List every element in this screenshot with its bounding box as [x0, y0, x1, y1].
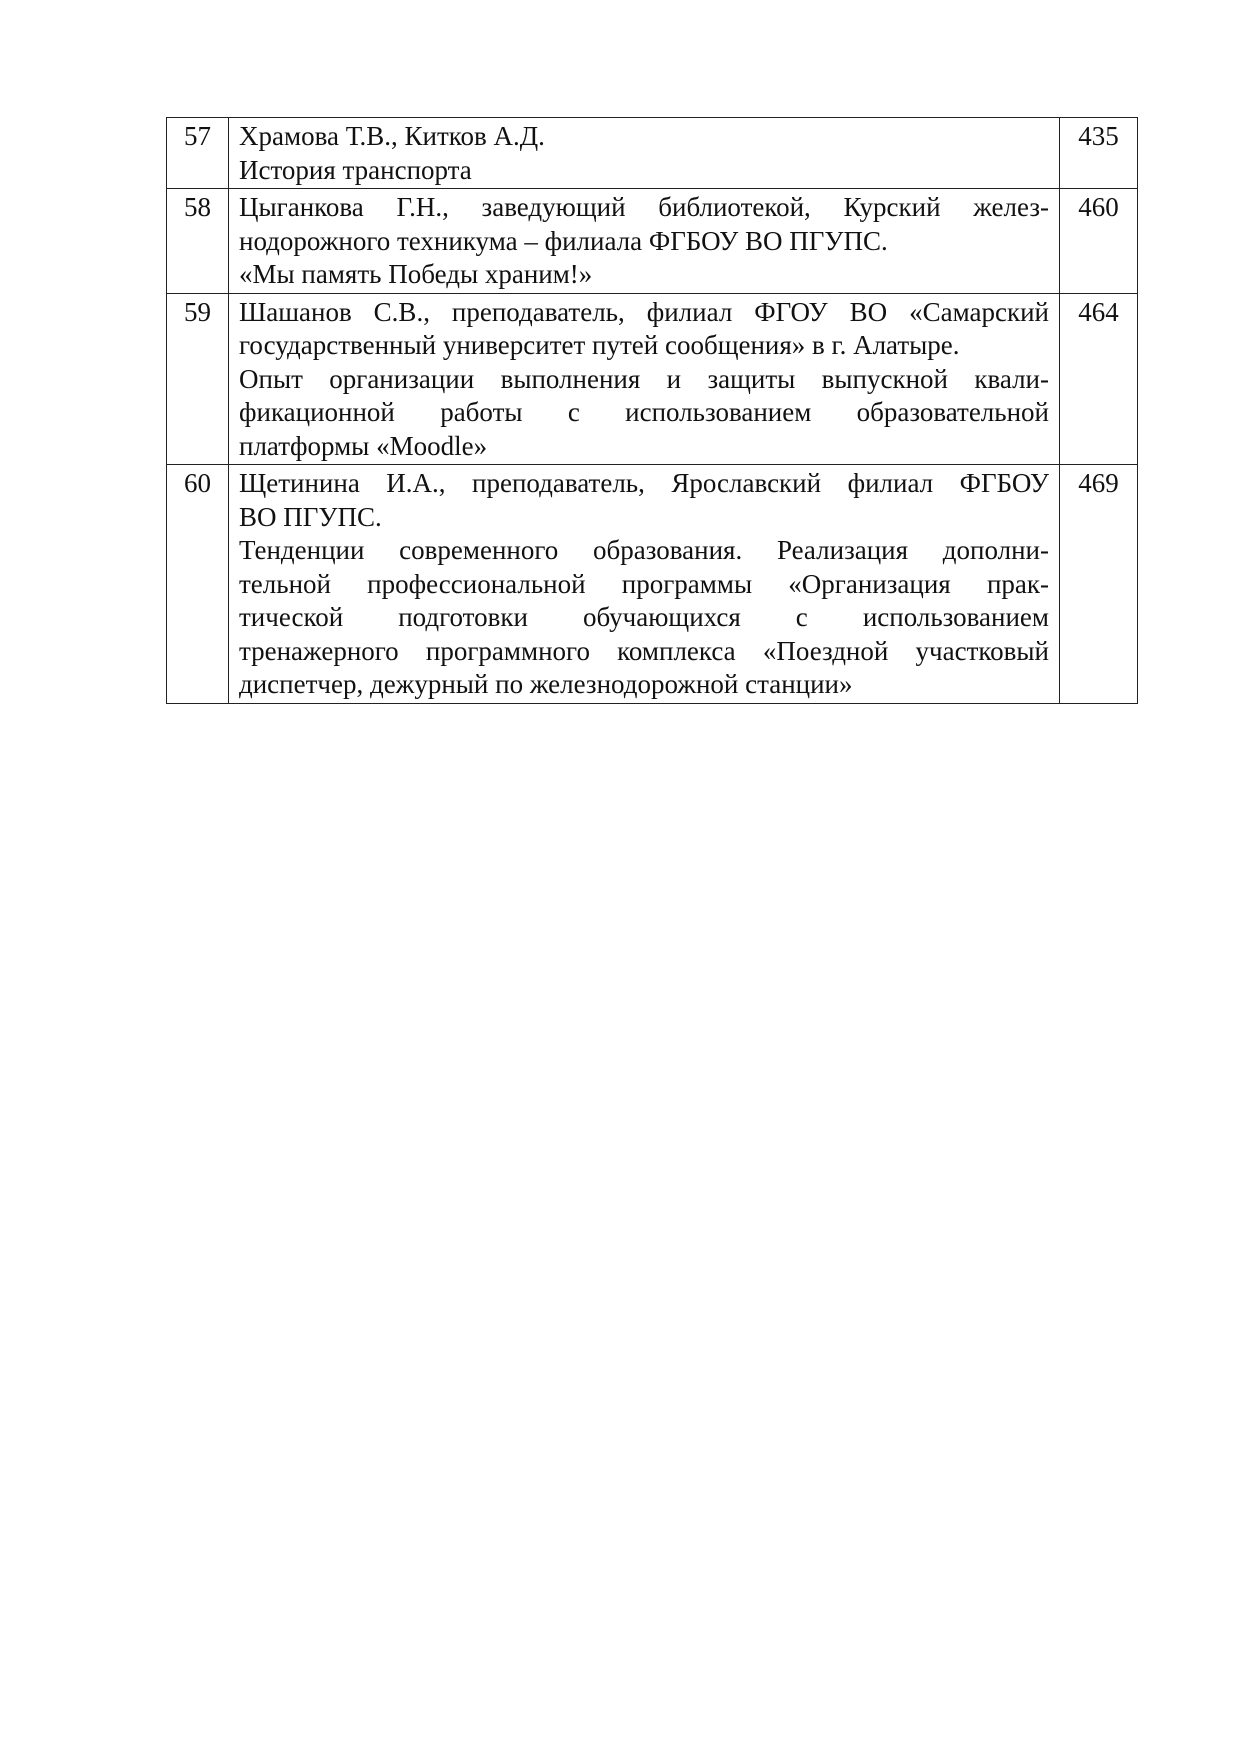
entry-page-number: 435 [1060, 118, 1138, 189]
table-row [167, 118, 1138, 189]
table-row [167, 465, 1138, 704]
entry-text [229, 118, 1060, 189]
entry-text [229, 189, 1060, 294]
entry-line: ВО ПГУПС. [239, 501, 382, 532]
entry-line: Опыт организации выполнения и защиты выпускной квали- [239, 363, 1049, 394]
entry-line: тренажерного программного комплекса «Поездной участковый [239, 635, 1049, 666]
table-row [167, 293, 1138, 465]
entry-line: Шашанов С.В., преподаватель, филиал ФГОУ ВО «Самарский [239, 296, 1049, 327]
entry-number: 58 [167, 189, 229, 294]
entry-line: нодорожного техникума – филиала ФГБОУ ВО ПГУПС. [239, 225, 888, 256]
entry-line: Цыганкова Г.Н., заведующий библиотекой, Курский желез- [239, 192, 1049, 222]
entry-page-number: 464 [1060, 293, 1138, 465]
contents-table-body [167, 118, 1138, 704]
entry-line: платформы «Moodle» [239, 430, 488, 461]
entry-text [229, 293, 1060, 465]
entry-line: Храмова Т.В., Китков А.Д. [239, 121, 545, 151]
entry-line: фикационной работы с использованием образовательной [239, 397, 1049, 427]
entry-line: История транспорта [239, 154, 472, 185]
entry-text [229, 465, 1060, 704]
entry-line: государственный университет путей сообщения» в г. Алатыре. [239, 330, 960, 360]
entry-line: диспетчер, дежурный по железнодорожной станции» [239, 669, 853, 699]
contents-table [166, 117, 1138, 704]
entry-number: 59 [167, 293, 229, 465]
entry-line: Тенденции современного образования. Реализация дополни- [239, 535, 1049, 565]
entry-line: тельной профессиональной программы «Организация прак- [239, 568, 1049, 599]
entry-line: тической подготовки обучающихся с использованием [239, 602, 1049, 632]
table-row [167, 189, 1138, 294]
entry-number: 60 [167, 465, 229, 704]
entry-page-number: 460 [1060, 189, 1138, 294]
entry-number: 57 [167, 118, 229, 189]
entry-line: «Мы память Победы храним!» [239, 259, 593, 289]
entry-line: Щетинина И.А., преподаватель, Ярославский филиал ФГБОУ [239, 468, 1049, 498]
entry-page-number: 469 [1060, 465, 1138, 704]
